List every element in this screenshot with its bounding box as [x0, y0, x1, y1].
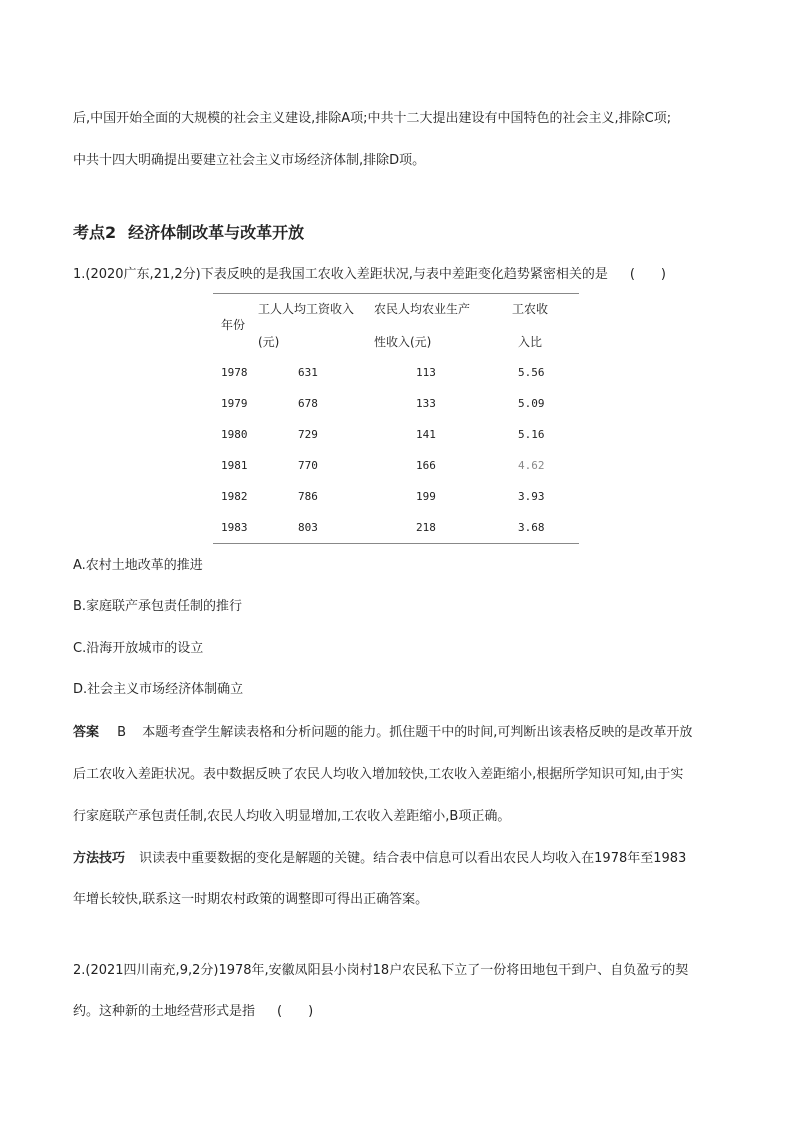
cell-year: 1981	[221, 459, 248, 472]
q2-line-2	[73, 1003, 313, 1021]
intro-line-1: 后,中国开始全面的大规模的社会主义建设,排除A项;中共十二大提出建设有中国特色的社会主义,排除C项;	[73, 111, 672, 126]
cell-farmer: 133	[416, 397, 436, 410]
cell-worker: 770	[298, 459, 318, 472]
answer-line-2: 后工农收入差距状况。表中数据反映了农民人均收入增加较快,工农收入差距缩小,根据所学知识可知,由于实	[73, 767, 684, 782]
table-top-rule	[213, 293, 579, 294]
cell-farmer: 166	[416, 459, 436, 472]
q2-line-1: 2.(2021四川南充,9,2分)1978年,安徽凤阳县小岗村18户农民私下立了一份将田地包干到户、自负盈亏的契	[73, 963, 689, 978]
cell-farmer: 141	[416, 428, 436, 441]
option-b: B.家庭联产承包责任制的推行	[73, 599, 243, 614]
answer-line-1	[73, 724, 692, 742]
cell-ratio: 5.09	[518, 397, 545, 410]
answer-letter: B	[117, 725, 127, 740]
q2-stem-text: 约。这种新的土地经营形式是指	[73, 1004, 256, 1019]
answer-label: 答案	[73, 725, 100, 740]
answer-line-3: 行家庭联产承包责任制,农民人均收入明显增加,工农收入差距缩小,B项正确。	[73, 809, 511, 824]
cell-worker: 729	[298, 428, 318, 441]
cell-year: 1980	[221, 428, 248, 441]
header-worker-1: 工人人均工资收入	[258, 302, 355, 316]
header-farmer-2: 性收入(元)	[374, 335, 432, 349]
cell-year: 1982	[221, 490, 248, 503]
section-heading	[73, 223, 304, 243]
cell-farmer: 113	[416, 366, 436, 379]
cell-year: 1978	[221, 366, 248, 379]
cell-ratio: 5.56	[518, 366, 545, 379]
answer-text-1: 本题考查学生解读表格和分析问题的能力。抓住题干中的时间,可判断出该表格反映的是改革开放	[142, 725, 693, 740]
header-worker-2: (元)	[258, 335, 280, 349]
intro-line-2: 中共十四大明确提出要建立社会主义市场经济体制,排除D项。	[73, 153, 426, 168]
cell-year: 1983	[221, 521, 248, 534]
cell-farmer: 199	[416, 490, 436, 503]
option-a: A.农村土地改革的推进	[73, 558, 203, 573]
cell-farmer: 218	[416, 521, 436, 534]
option-d: D.社会主义市场经济体制确立	[73, 682, 244, 697]
option-c: C.沿海开放城市的设立	[73, 641, 204, 656]
cell-ratio: 3.93	[518, 490, 545, 503]
q2-answer-blank: ( )	[277, 1004, 314, 1019]
tip-label: 方法技巧	[73, 851, 126, 866]
header-ratio-2: 入比	[518, 335, 543, 349]
cell-ratio: 5.16	[518, 428, 545, 441]
section-number: 考点2	[73, 223, 117, 242]
cell-worker: 786	[298, 490, 318, 503]
tip-text-1: 识读表中重要数据的变化是解题的关键。结合表中信息可以看出农民人均收入在1978年至1983	[139, 851, 687, 866]
tip-line-1	[73, 850, 686, 868]
tip-line-2: 年增长较快,联系这一时期农村政策的调整即可得出正确答案。	[73, 892, 429, 907]
q1-stem-text: 1.(2020广东,21,2分)下表反映的是我国工农收入差距状况,与表中差距变化趋势紧密相关的是	[73, 267, 608, 282]
cell-year: 1979	[221, 397, 248, 410]
cell-worker: 803	[298, 521, 318, 534]
q1-stem	[73, 266, 666, 284]
cell-worker: 678	[298, 397, 318, 410]
table-bottom-rule	[213, 543, 579, 544]
header-farmer-1: 农民人均农业生产	[374, 302, 471, 316]
cell-worker: 631	[298, 366, 318, 379]
cell-ratio: 4.62	[518, 459, 545, 472]
header-year: 年份	[221, 318, 246, 332]
q1-answer-blank: ( )	[629, 267, 666, 282]
header-ratio-1: 工农收	[512, 302, 549, 316]
section-title: 经济体制改革与改革开放	[128, 223, 305, 242]
cell-ratio: 3.68	[518, 521, 545, 534]
